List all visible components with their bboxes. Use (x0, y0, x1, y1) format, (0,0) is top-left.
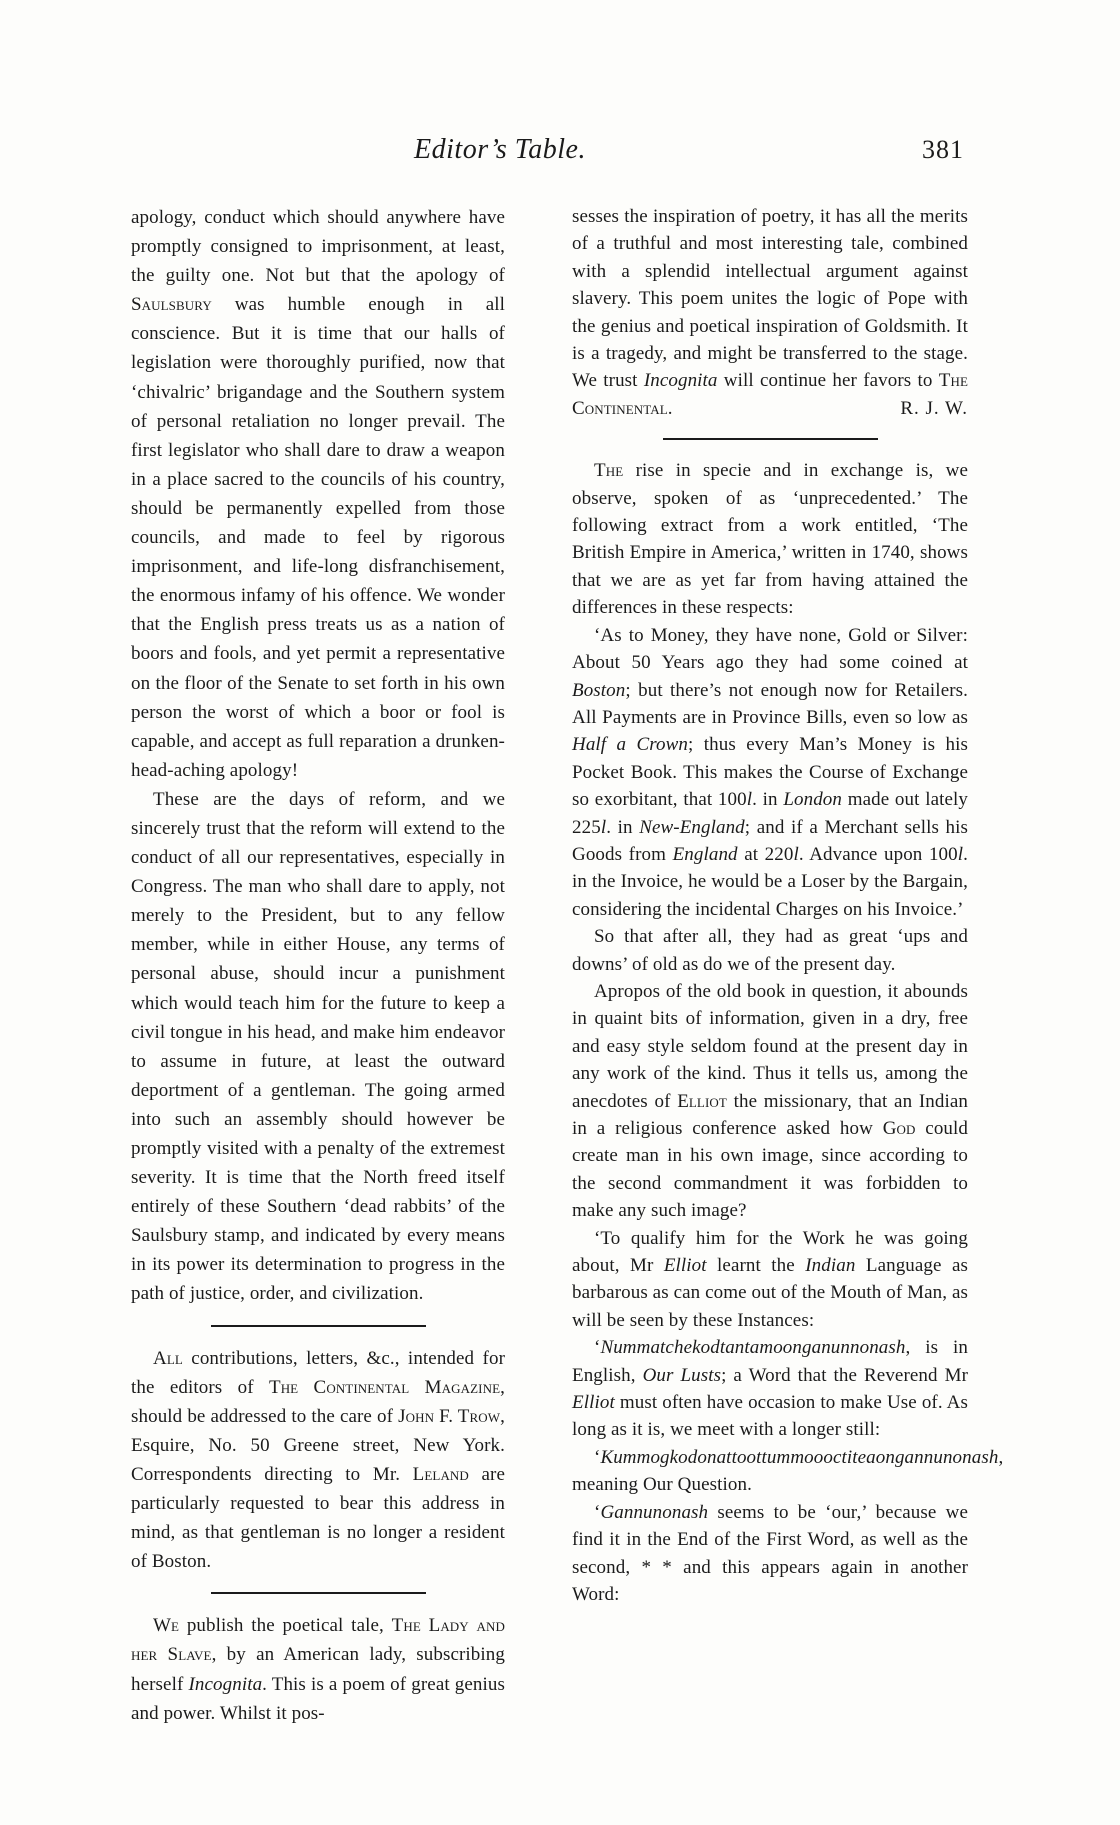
body-text: the missionary, that an Indian in a religious conference asked how (572, 1090, 968, 1139)
body-text: must often have occasion to make Use of. As long as it is, we meet with a longer still: (572, 1392, 968, 1441)
paragraph (572, 923, 968, 978)
italic-text: England (672, 843, 738, 865)
italic-text: Elliot (663, 1255, 707, 1277)
italic-text: Half a Crown (572, 734, 689, 756)
paragraph (572, 457, 968, 621)
body-text: learnt the (706, 1255, 806, 1277)
body-text: rise in specie and in exchange is, we observe, spoken of as ‘unprecedented.’ The following extract from a work entitled, ‘The British Empire in America,’ written in 1740, shows that we are as yet far from having attained the differences in these respects: (572, 460, 968, 619)
paragraph (131, 203, 505, 785)
body-text: ‘ (594, 1501, 601, 1523)
page-number: 381 (922, 135, 964, 164)
body-text: could create man in his own image, since according to the second commandment it was forbidden to make any such image? (572, 1118, 969, 1222)
body-text: seems to be ‘our,’ because we find it in the End of the First Word, as well as the second, * * and this appears again in another Word: (572, 1501, 968, 1605)
section-divider-rule (663, 438, 878, 440)
paragraph (131, 1344, 505, 1577)
body-text: ; and if a Merchant sells his Goods from (572, 816, 969, 865)
author-initials: R. J. W. (900, 397, 968, 419)
paragraph (572, 1225, 968, 1335)
body-text: ‘As to Money, they have none, Gold or Silver: About 50 Years ago they had some coined at (572, 624, 968, 674)
body-text: apology, conduct which should anywhere have promptly consigned to imprisonment, at least, the guilty one. Not but that the apology of (131, 207, 505, 287)
body-text: ‘To qualify him for the Work he was going about, Mr (572, 1227, 968, 1277)
paragraph (131, 1611, 505, 1727)
italic-text: Our Lusts (642, 1364, 722, 1386)
italic-text: Boston (572, 679, 626, 701)
right-column (572, 203, 1004, 1608)
body-text: will continue her favors to (717, 370, 939, 392)
italic-text: Gannunonash (600, 1501, 709, 1523)
section-divider-rule (211, 1325, 426, 1327)
paragraph (131, 785, 505, 1309)
small-caps-text: All (153, 1347, 183, 1369)
italic-text: l (746, 789, 753, 811)
small-caps-text: Elliot (677, 1090, 727, 1112)
paragraph (572, 622, 968, 923)
body-text: contributions, letters, &c., intended for the editors of (131, 1347, 505, 1398)
small-caps-text: The (594, 460, 624, 482)
body-text: publish the poetical tale, (179, 1615, 392, 1637)
small-caps-text: The Lady and her Slave (131, 1615, 505, 1666)
italic-text: l (793, 843, 799, 865)
section-divider-rule (211, 1592, 426, 1594)
page-header (0, 134, 1120, 178)
running-title: Editor’s Table. (414, 134, 586, 165)
body-text: , meaning Our Question. (572, 1446, 1004, 1496)
body-text: . Advance upon 100 (798, 843, 958, 865)
small-caps-text: John F. Trow (398, 1405, 501, 1427)
italic-text: New-England (639, 816, 745, 838)
paragraph (572, 203, 968, 422)
body-text: , is in English, (572, 1337, 968, 1386)
body-text: , should be addressed to the care of (131, 1376, 505, 1427)
left-column (131, 203, 505, 1728)
body-text: are particularly requested to bear this address in mind, as that gentleman is no longer a resident of Boston. (131, 1463, 506, 1573)
italic-text: Nummatchekodtantamoonganunnonash (600, 1337, 906, 1359)
italic-text: Indian (805, 1255, 856, 1277)
body-text: ‘ (594, 1446, 601, 1468)
paragraph (572, 1334, 968, 1444)
italic-text: l (600, 816, 607, 838)
body-text: Language as barbarous as can come out of the Mouth of Man, as will be seen by these Instances: (572, 1255, 969, 1331)
body-text: ; thus every Man’s Money is his Pocket Book. This makes the Course of Exchange so exorbitant, that 100 (572, 734, 968, 811)
small-caps-text: Leland (412, 1463, 469, 1485)
body-text: ; but there’s not enough now for Retailers. All Payments are in Province Bills, even so low as (572, 679, 968, 728)
italic-text: Incognita (643, 370, 718, 392)
italic-text: l (957, 843, 964, 865)
body-text: , by an American lady, subscribing herself (131, 1644, 505, 1695)
body-text: was humble enough in all conscience. But it is time that our halls of legislation were thoroughly purified, now that ‘chivalric’ brigandage and the Southern system of personal retaliation no longer prevail. The first legislator who shall dare to draw a weapon in a place sacred to the councils of his country, should be permanently expelled from those councils, and made to feel by rigorous imprisonment, and life-long disfranchisement, the enormous infamy of his offence. We wonder that the English press treats us as a nation of boors and fools, and yet permit a representative on the floor of the Senate to set forth in his own person the worst of which a boor or fool is capable, and accept as full reparation a drunken-head-aching apology! (131, 294, 505, 781)
paragraph (572, 1499, 968, 1609)
small-caps-text: The Continental Magazine (268, 1376, 501, 1398)
body-text: These are the days of reform, and we sincerely trust that the reform will extend to the conduct of all our representatives, especially in Congress. The man who shall dare to apply, not merely to the President, but to any fellow member, while in either House, any terms of personal abuse, should incur a punishment which would teach him for the future to keep a civil tongue in his head, and make him endeavor to assume in future, at least the outward deportment of a gentleman. The going armed into such an assembly should however be promptly visited with a penalty of the extremest severity. It is time that the North freed itself entirely of these Southern ‘dead rabbits’ of the Saulsbury stamp, and indicated by every means in its power its determination to progress in the path of justice, order, and civilization. (131, 788, 505, 1305)
body-text: . This is a poem of great genius and power. Whilst it pos- (131, 1673, 505, 1724)
small-caps-text: We (153, 1615, 180, 1637)
italic-text: London (783, 789, 843, 811)
paragraph (572, 978, 968, 1225)
body-text: sesses the inspiration of poetry, it has all the merits of a truthful and most interesting tale, combined with a splendid intellectual argument against slavery. This poem unites the logic of Pope with the genius and poetical inspiration of Goldsmith. It is a tragedy, and might be transferred to the stage. We trust (572, 206, 968, 392)
body-text: . (667, 397, 673, 419)
italic-text: Incognita (188, 1673, 263, 1695)
italic-text: Elliot (572, 1392, 615, 1414)
paragraph (572, 1444, 1004, 1499)
small-caps-text: Saulsbury (131, 294, 212, 316)
body-text: So that after all, they had as great ‘ups and downs’ of old as do we of the present day. (572, 926, 968, 975)
body-text: Apropos of the old book in question, it abounds in quaint bits of information, given in a dry, free and easy style seldom found at the present day in any work of the kind. Thus it tells us, among the anecdotes of (572, 980, 968, 1112)
body-text: at 220 (737, 843, 794, 865)
body-text: ‘ (594, 1337, 601, 1359)
small-caps-text: The Continental (572, 370, 969, 419)
body-text: . in (752, 789, 784, 811)
italic-text: Kummogkodonattoottummoooctiteaongannunonash (600, 1446, 999, 1468)
small-caps-text: God (882, 1118, 916, 1139)
body-text: made out lately 225 (572, 789, 969, 838)
body-text: . in (606, 816, 640, 838)
body-text: ; a Word that the Reverend Mr (721, 1364, 968, 1386)
body-text: , Esquire, No. 50 Greene street, New York. Correspondents directing to Mr. (131, 1405, 505, 1485)
body-text: . in the Invoice, he would be a Loser by the Bargain, considering the incidental Charges on his Invoice.’ (572, 843, 968, 920)
